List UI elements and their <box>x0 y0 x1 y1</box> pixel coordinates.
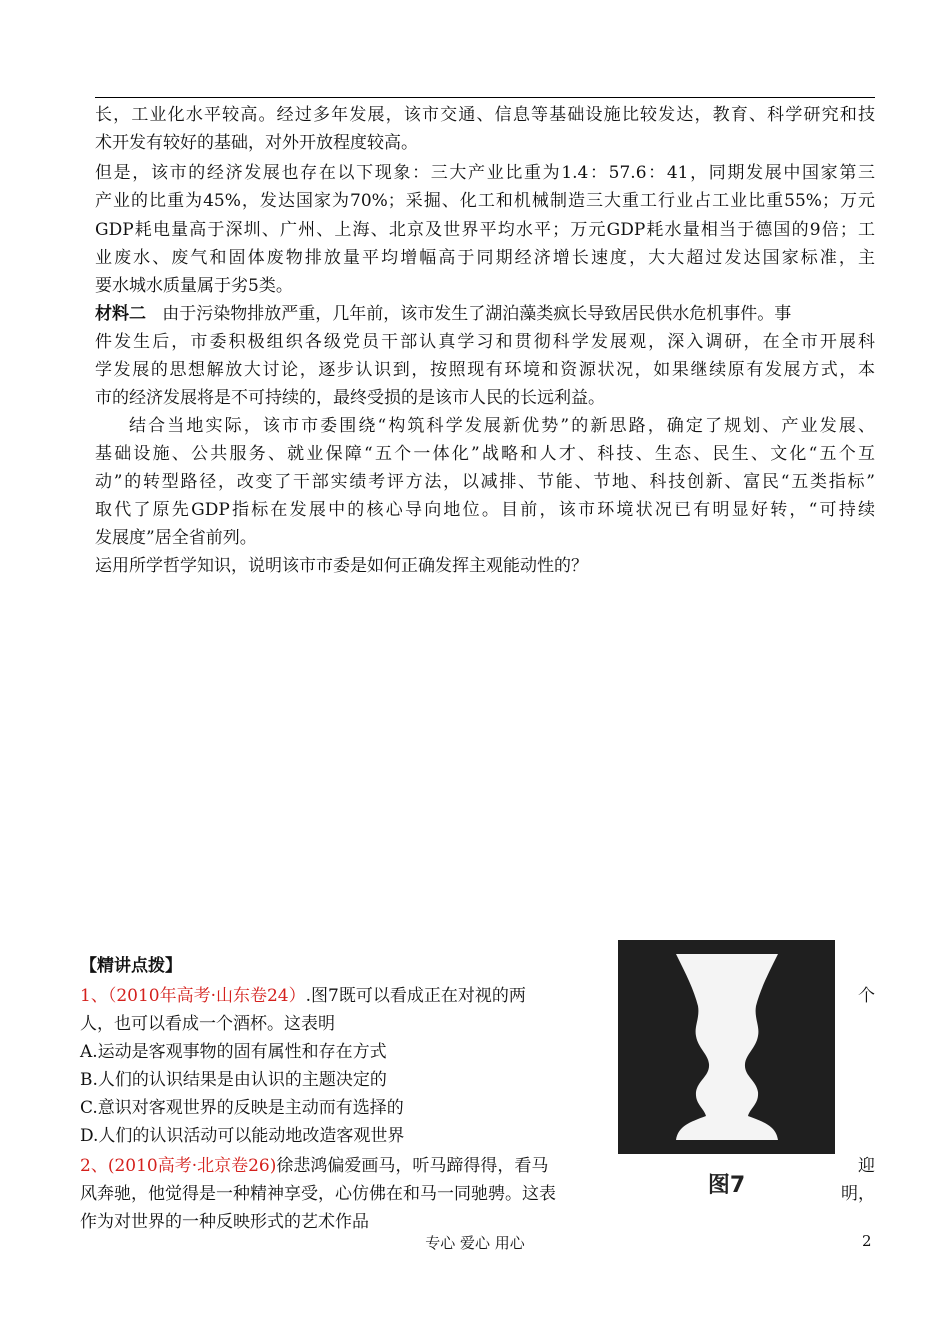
paragraph-line: 基础设施、公共服务、就业保障“五个一体化”战略和人才、科技、生态、民生、文化“五个互 <box>95 444 875 464</box>
paragraph-line: 但是，该市的经济发展也存在以下现象：三大产业比重为1.4：57.6：41，同期发展中国家第三 <box>95 163 875 183</box>
q1-option-c: C.意识对客观世界的反映是主动而有选择的 <box>80 1098 404 1118</box>
paragraph-line: 学发展的思想解放大讨论，逐步认识到，按照现有环境和资源状况，如果继续原有发展方式，本 <box>95 360 875 380</box>
q2-stem-line: 风奔驰，他觉得是一种精神享受，心仿佛在和马一同驰骋。这表 <box>80 1184 556 1204</box>
paragraph-line: GDP耗电量高于深圳、广州、上海、北京及世界平均水平；万元GDP耗水量相当于德国的9倍；工 <box>95 220 875 240</box>
q2-stem: 徐悲鸿偏爱画马，听马蹄得得，看马 <box>276 1156 549 1176</box>
material2-first-line <box>95 300 875 328</box>
figure-caption: 图7 <box>707 1173 746 1198</box>
question-text: 运用所学哲学知识，说明该市市委是如何正确发挥主观能动性的？ <box>95 556 588 576</box>
q2-source: 2、(2010高考·北京卷26) <box>80 1156 277 1176</box>
q1-stem-line <box>80 982 590 1010</box>
paragraph-line: 动”的转型路径，改变了干部实绩考评方法，以减排、节能、节地、科技创新、富民“五类指标” <box>95 472 875 492</box>
q2-stem-line: 作为对世界的一种反映形式的艺术作品 <box>80 1212 369 1232</box>
page-number: 2 <box>862 1232 872 1250</box>
q1-stem-line: 人，也可以看成一个酒杯。这表明 <box>80 1014 335 1034</box>
vase-faces-illustration <box>618 940 835 1154</box>
paragraph-line: 件发生后，市委积极组织各级党员干部认真学习和贯彻科学发展观，深入调研，在全市开展科 <box>95 332 875 352</box>
paragraph-line: 术开发有较好的基础，对外开放程度较高。 <box>95 133 418 153</box>
paragraph-line: 发展度”居全省前列。 <box>95 528 257 548</box>
paragraph-line: 结合当地实际，该市市委围绕“构筑科学发展新优势”的新思路，确定了规划、产业发展、 <box>129 416 875 436</box>
material2-text: 由于污染物排放严重，几年前，该市发生了湖泊藻类疯长导致居民供水危机事件。事 <box>162 304 792 324</box>
q2-stem-end: 明， <box>841 1184 875 1204</box>
paragraph-line: 市的经济发展将是不可持续的，最终受损的是该市人民的长远利益。 <box>95 388 605 408</box>
q2-stem-end: 迎 <box>858 1156 875 1176</box>
paragraph-line: 长，工业化水平较高。经过多年发展，该市交通、信息等基础设施比较发达，教育、科学研究和技 <box>95 105 875 125</box>
header-rule <box>95 97 875 98</box>
footer-text: 专心 爱心 用心 <box>425 1234 525 1252</box>
material-label: 材料二 <box>95 304 146 324</box>
q2-stem-line <box>80 1152 590 1180</box>
q1-source: 1、（2010年高考·山东卷24） <box>80 986 306 1006</box>
q1-stem-end: 个 <box>858 986 875 1006</box>
paragraph-line: 要水城水质量属于劣5类。 <box>95 276 293 296</box>
paragraph-line: 取代了原先GDP指标在发展中的核心导向地位。目前，该市环境状况已有明显好转，“可持续 <box>95 500 875 520</box>
paragraph-line: 产业的比重为45%，发达国家为70%；采掘、化工和机械制造三大重工行业占工业比重55%；万元 <box>95 191 875 211</box>
q1-option-a: A.运动是客观事物的固有属性和存在方式 <box>80 1042 387 1062</box>
paragraph-line: 业废水、废气和固体废物排放量平均增幅高于同期经济增长速度，大大超过发达国家标准，主 <box>95 248 875 268</box>
q1-stem: .图7既可以看成正在对视的两 <box>305 986 526 1006</box>
q1-option-b: B.人们的认识结果是由认识的主题决定的 <box>80 1070 387 1090</box>
q1-option-d: D.人们的认识活动可以能动地改造客观世界 <box>80 1126 405 1146</box>
section-title: 【精讲点拨】 <box>80 956 182 976</box>
rubin-vase-figure <box>618 940 835 1154</box>
